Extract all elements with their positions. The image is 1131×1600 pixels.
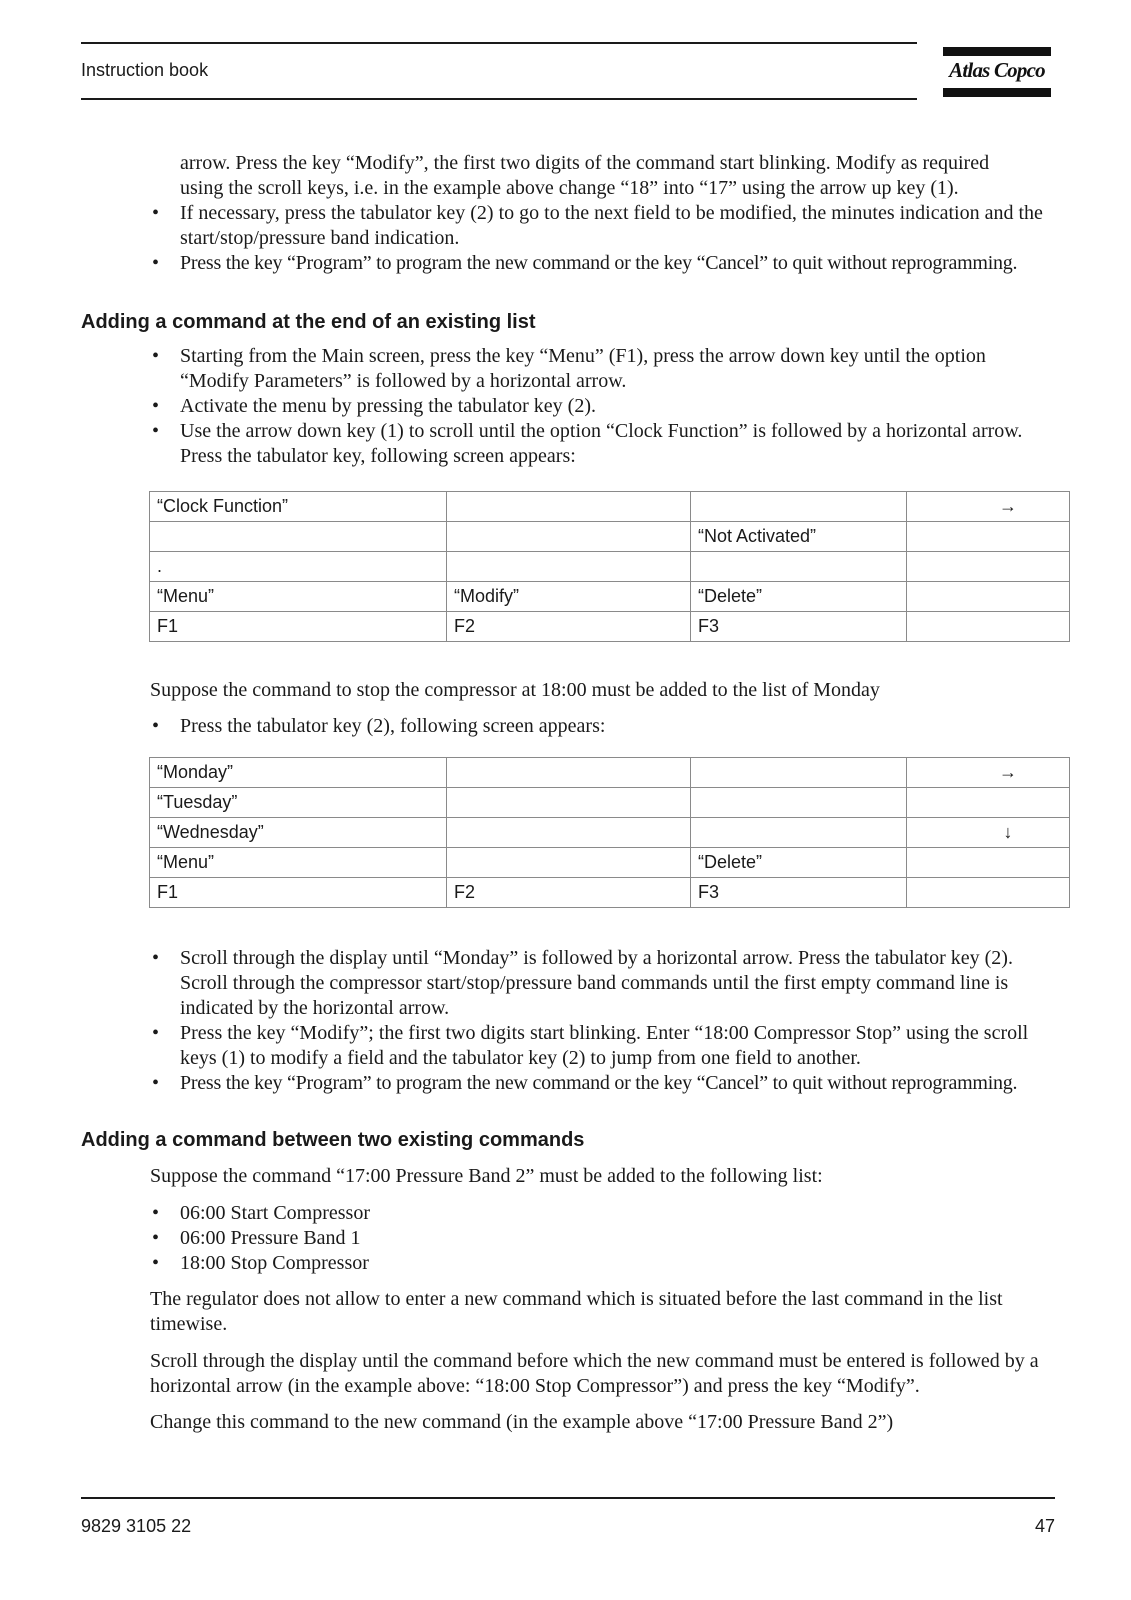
suppose-monday: Suppose the command to stop the compressor at 18:00 must be added to the list of Monday: [150, 679, 880, 701]
table-row: [150, 878, 1070, 908]
table-cell: “Tuesday”: [150, 788, 447, 818]
list-item: • Scroll through the display until “Monday” is followed by a horizontal arrow. Press the tabulator key (2). Scroll through the compressor start/stop/pressure band commands until the first empty command line is indicated by the horizontal arrow.: [150, 946, 1055, 1021]
table-row: [150, 552, 1070, 582]
table-cell: [447, 848, 691, 878]
list-item: • Press the key “Program” to program the new command or the key “Cancel” to quit without reprogramming.: [150, 251, 1055, 276]
table-row: [150, 848, 1070, 878]
table-cell: “Menu”: [150, 582, 447, 612]
atlas-copco-logo: [943, 45, 1051, 101]
list-item: • If necessary, press the tabulator key (2) to go to the next field to be modified, the minutes indication and the start/stop/pressure band indication.: [150, 201, 1055, 251]
table-cell: “Not Activated”: [691, 522, 907, 552]
table-cell: F3: [691, 878, 907, 908]
existing-command-list: [150, 1201, 1055, 1276]
table-cell: “Menu”: [150, 848, 447, 878]
intro-continuation-line: using the scroll keys, i.e. in the example above change “18” into “17” using the arrow up key (1).: [180, 177, 959, 199]
table-cell: [447, 818, 691, 848]
list-item: • Use the arrow down key (1) to scroll until the option “Clock Function” is followed by a horizontal arrow. Press the tabulator key, following screen appears:: [150, 419, 1055, 469]
section1-steps-2: [150, 946, 1055, 1096]
table-cell: F3: [691, 612, 907, 642]
table-cell: [691, 552, 907, 582]
paragraph: The regulator does not allow to enter a new command which is situated before the last command in the list timewise.: [150, 1288, 1003, 1335]
table-row: [150, 492, 1070, 522]
list-item: • Press the key “Program” to program the new command or the key “Cancel” to quit without reprogramming.: [150, 1071, 1055, 1096]
list-item: • Press the tabulator key (2), following screen appears:: [150, 714, 1055, 739]
table-cell: [691, 492, 907, 522]
tabulator-step: [150, 714, 1055, 739]
document-number: 9829 3105 22: [81, 1516, 192, 1536]
weekday-screen: [149, 757, 1070, 908]
down-arrow-icon: ↓: [907, 818, 1070, 848]
intro-block: [150, 151, 1055, 276]
intro-continuation-line: arrow. Press the key “Modify”, the first two digits of the command start blinking. Modify as required: [180, 152, 990, 174]
table-cell: “Clock Function”: [150, 492, 447, 522]
page-number: 47: [1034, 1516, 1055, 1536]
section-heading: Adding a command at the end of an existing list: [81, 311, 536, 333]
right-arrow-icon: →: [907, 758, 1070, 788]
list-item: • Starting from the Main screen, press the key “Menu” (F1), press the arrow down key until the option “Modify Parameters” is followed by a horizontal arrow.: [150, 344, 1055, 394]
table-cell: [691, 758, 907, 788]
right-arrow-icon: →: [907, 492, 1070, 522]
table-cell: [907, 848, 1070, 878]
table-row: [150, 582, 1070, 612]
table-cell: “Monday”: [150, 758, 447, 788]
header-top-rule: [81, 42, 917, 44]
header-bottom-rule: [81, 98, 917, 100]
clock-function-screen: [149, 491, 1070, 642]
table-cell: [447, 788, 691, 818]
table-cell: [907, 522, 1070, 552]
table-cell: [447, 522, 691, 552]
table-cell: .: [150, 552, 447, 582]
table-cell: F1: [150, 612, 447, 642]
table-cell: F2: [447, 612, 691, 642]
table-cell: [907, 552, 1070, 582]
table-row: [150, 612, 1070, 642]
paragraph: Scroll through the display until the command before which the new command must be entered is followed by a horizontal arrow (in the example above: “18:00 Stop Compressor”) and press the key “Modify”.: [150, 1350, 1039, 1397]
table-cell: [691, 818, 907, 848]
table-cell: [447, 552, 691, 582]
table-cell: [907, 612, 1070, 642]
table-cell: [907, 582, 1070, 612]
list-item: • 06:00 Start Compressor: [150, 1201, 1055, 1226]
table-row: [150, 818, 1070, 848]
table-cell: “Delete”: [691, 582, 907, 612]
table-cell: [447, 758, 691, 788]
section1-steps: [150, 344, 1055, 469]
intro-bullet-list: [150, 201, 1055, 276]
paragraph: Change this command to the new command (in the example above “17:00 Pressure Band 2”): [150, 1411, 894, 1433]
table-cell: F2: [447, 878, 691, 908]
table-cell: [691, 788, 907, 818]
table-cell: F1: [150, 878, 447, 908]
table-row: [150, 522, 1070, 552]
table-cell: [447, 492, 691, 522]
table-cell: [907, 878, 1070, 908]
table-row: [150, 758, 1070, 788]
table-row: [150, 788, 1070, 818]
header-title: Instruction book: [81, 60, 209, 80]
logo-text: Atlas Copco: [949, 58, 1045, 82]
section-heading: Adding a command between two existing commands: [81, 1129, 585, 1151]
list-item: • 18:00 Stop Compressor: [150, 1251, 1055, 1276]
table-cell: [150, 522, 447, 552]
list-item: • Press the key “Modify”; the first two digits start blinking. Enter “18:00 Compressor Stop” using the scroll keys (1) to modify a field and the tabulator key (2) to jump from one field to another.: [150, 1021, 1055, 1071]
list-item: • Activate the menu by pressing the tabulator key (2).: [150, 394, 1055, 419]
table-cell: [907, 788, 1070, 818]
suppose-pressure-band: Suppose the command “17:00 Pressure Band 2” must be added to the following list:: [150, 1165, 823, 1187]
list-item: • 06:00 Pressure Band 1: [150, 1226, 1055, 1251]
table-cell: “Delete”: [691, 848, 907, 878]
table-cell: “Wednesday”: [150, 818, 447, 848]
table-cell: “Modify”: [447, 582, 691, 612]
footer-rule: [81, 1497, 1055, 1499]
